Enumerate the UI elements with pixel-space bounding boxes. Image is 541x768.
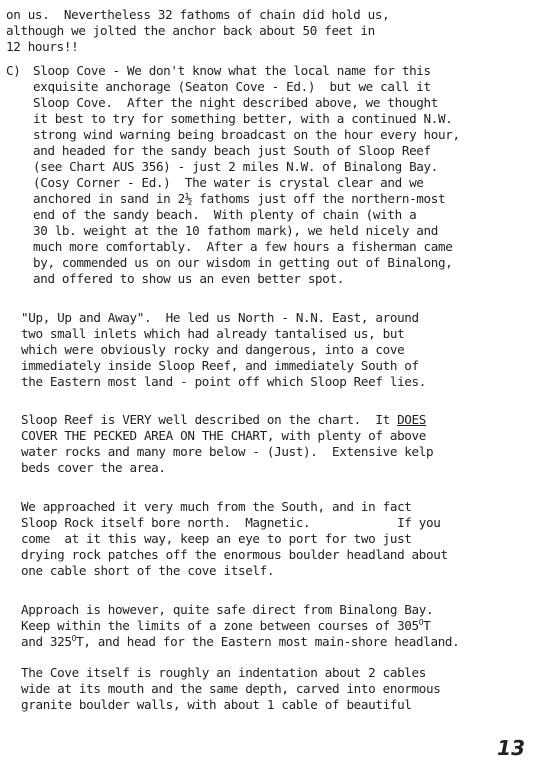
true-bearing-unit: T [423, 618, 431, 633]
para-reef-line-1-text: Sloop Reef is VERY well described on the chart. It [21, 412, 398, 427]
section-c-line-5: strong wind warning being broadcast on the hour every hour, [33, 127, 460, 142]
section-c-line-3: Sloop Cove. After the night described above, we thought [33, 95, 438, 110]
para-approach-line-2-text: Keep within the limits of a zone between courses of 305 [21, 618, 419, 633]
underlined-does: DOES [397, 412, 427, 427]
opening-line-2: although we jolted the anchor back about 50 feet in [6, 23, 375, 38]
section-c-line-9: anchored in sand in 2½ fathoms just off the northern-most [33, 191, 446, 206]
section-c-line-8: (Cosy Corner - Ed.) The water is crystal clear and we [33, 175, 424, 190]
section-c-line-1: Sloop Cove - We don't know what the local name for this [33, 63, 431, 78]
para-cove-line-2: wide at its mouth and the same depth, carved into enormous [21, 681, 441, 696]
para-approached-line-4: drying rock patches off the enormous boulder headland about [21, 547, 448, 562]
section-c-line-13: by, commended us on our wisdom in getting out of Binalong, [33, 255, 453, 270]
para-reef-line-3: water rocks and many more below - (Just). Extensive kelp [21, 444, 434, 459]
para-up-line-2: two small inlets which had already tantalised us, but [21, 326, 405, 341]
section-c-line-11: 30 lb. weight at the 10 fathom mark), we held nicely and [33, 223, 438, 238]
section-c-line-6: and headed for the sandy beach just South of Sloop Reef [33, 143, 431, 158]
para-up-line-4: immediately inside Sloop Reef, and immediately South of [21, 358, 419, 373]
para-reef-line-2: COVER THE PECKED AREA ON THE CHART, with plenty of above [21, 428, 426, 443]
section-c-line-10: end of the sandy beach. With plenty of chain (with a [33, 207, 417, 222]
para-approach-line-3-end: T, and head for the Eastern most main-shore headland. [76, 634, 460, 649]
para-approached-line-1: We approached it very much from the South, and in fact [21, 499, 412, 514]
section-c-line-4: it best to try for something better, with a continued N.W. [33, 111, 453, 126]
para-up-line-1: "Up, Up and Away". He led us North - N.N. East, around [21, 310, 419, 325]
section-c-line-7: (see Chart AUS 356) - just 2 miles N.W. of Binalong Bay. [33, 159, 438, 174]
para-reef-line-1 [21, 413, 426, 427]
para-approached-line-2: Sloop Rock itself bore north. Magnetic. If you [21, 515, 441, 530]
para-reef-line-4: beds cover the area. [21, 460, 166, 475]
opening-line-3: 12 hours!! [6, 39, 79, 54]
page-number: 13 [497, 736, 525, 760]
para-approach-line-3 [21, 635, 459, 649]
para-approach-line-3-start: and 325 [21, 634, 72, 649]
section-c-line-14: and offered to show us an even better spot. [33, 271, 344, 286]
degree-symbol-1: O [418, 618, 424, 627]
degree-symbol-2: O [71, 634, 77, 643]
para-up-line-3: which were obviously rocky and dangerous, into a cove [21, 342, 405, 357]
para-approach-line-1: Approach is however, quite safe direct from Binalong Bay. [21, 602, 434, 617]
para-cove-line-1: The Cove itself is roughly an indentation about 2 cables [21, 665, 426, 680]
para-approached-line-5: one cable short of the cove itself. [21, 563, 275, 578]
section-c-label: C) [6, 63, 21, 78]
para-approached-line-3: come at it this way, keep an eye to port for two just [21, 531, 412, 546]
section-c-line-2: exquisite anchorage (Seaton Cove - Ed.) but we call it [33, 79, 431, 94]
opening-line-1: on us. Nevertheless 32 fathoms of chain did hold us, [6, 7, 390, 22]
para-approach-line-2 [21, 619, 430, 633]
para-up-line-5: the Eastern most land - point off which Sloop Reef lies. [21, 374, 426, 389]
section-c-line-12: much more comfortably. After a few hours a fisherman came [33, 239, 453, 254]
para-cove-line-3: granite boulder walls, with about 1 cable of beautiful [21, 697, 412, 712]
